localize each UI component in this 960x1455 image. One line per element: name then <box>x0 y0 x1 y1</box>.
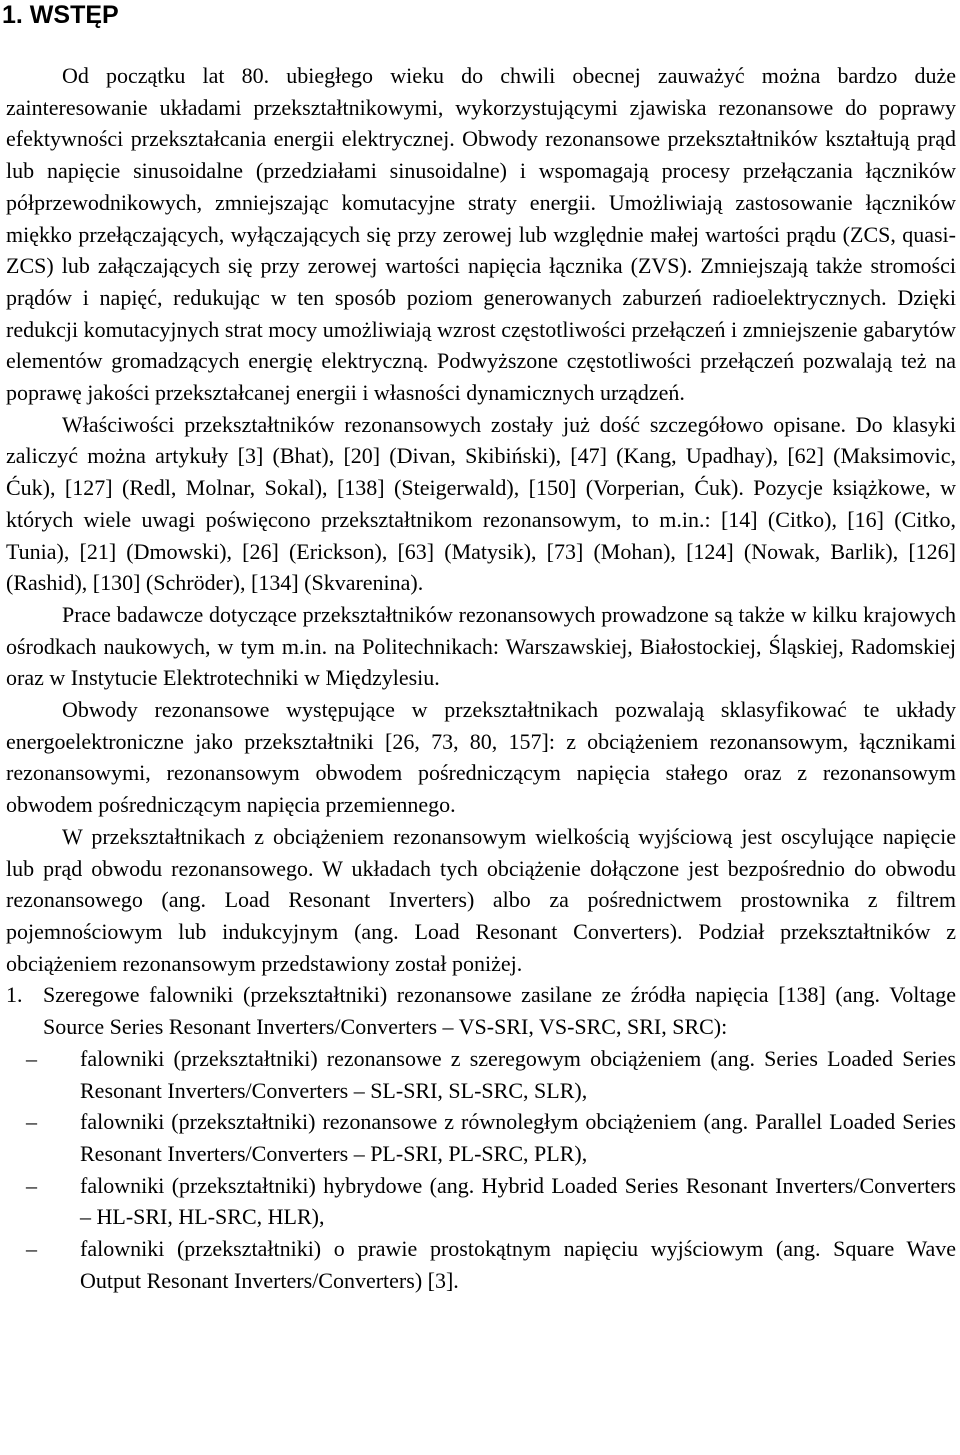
list-item-text: falowniki (przekształtniki) rezonansowe z równoległym obciążeniem (ang. Parallel Loaded Series Resonant Inverters/Converters – PL-SRI, PL-SRC, PLR), <box>80 1109 956 1166</box>
list-item-text: Szeregowe falowniki (przekształtniki) rezonansowe zasilane ze źródła napięcia [138] (ang. Voltage Source Series Resonant Inverters/Converters – VS-SRI, VS-SRC, SRI, SRC): <box>43 982 956 1040</box>
list-dash: – <box>26 1172 37 1198</box>
list-item-numbered <box>6 979 956 1042</box>
paragraph-intro: Od początku lat 80. ubiegłego wieku do chwili obecnej zauważyć można bardzo duże zainteresowanie układami przekształtnikowymi, wykorzystującymi zjawiska rezonansowe do poprawy efektywności przekształcania energii elektrycznej. Obwody rezonansowe przekształtników kształtują prąd lub napięcie sinusoidalne (przedziałami sinusoidalne) i wspomagają procesy przełączania łączników półprzewodnikowych, zmniejszając komutacyjne straty energii. Umożliwiają zastosowanie łączników miękko przełączających, wyłączających się przy zerowej lub względnie małej wartości prądu (ZCS, quasi-ZCS) lub załączających się przy zerowej wartości napięcia łącznika (ZVS). Zmniejszają także stromości prądów i napięć, redukując w ten sposób poziom generowanych zaburzeń radioelektrycznych. Dzięki redukcji komutacyjnych strat mocy umożliwiają wzrost częstotliwości przełączeń i zmniejszenie gabarytów elementów gromadzących energię elektryczną. Podwyższone częstotliwości przełączeń pozwalają też na poprawę jakości przekształcanej energii i własności dynamicznych urządzeń. <box>6 63 956 406</box>
list-item <box>6 1170 956 1233</box>
list-item <box>6 1043 956 1106</box>
paragraph-load-resonant: W przekształtnikach z obciążeniem rezonansowym wielkością wyjściową jest oscylujące napięcie lub prąd obwodu rezonansowego. W układach tych obciążenie dołączone jest bezpośrednio do obwodu rezonansowego (ang. Load Resonant Inverters) albo za pośrednictwem prostownika z filtrem pojemnościowym lub indukcyjnym (ang. Load Resonant Converters). Podział przekształtników z obciążeniem rezonansowym przedstawiony został poniżej. <box>6 823 956 976</box>
list-dash: – <box>26 1236 37 1262</box>
list-number: 1. <box>6 982 23 1008</box>
list-dash: – <box>26 1045 37 1071</box>
list-item-text: falowniki (przekształtniki) rezonansowe z szeregowym obciążeniem (ang. Series Loaded Series Resonant Inverters/Converters – SL-SRI, SL-SRC, SLR), <box>80 1045 956 1103</box>
section-heading: 1. WSTĘP <box>2 1 119 29</box>
list-item-text: falowniki (przekształtniki) o prawie prostokątnym napięciu wyjściowym (ang. Square Wave Output Resonant Inverters/Converters) [3]. <box>80 1236 956 1293</box>
list-item <box>6 1233 956 1296</box>
list-item <box>6 1106 956 1169</box>
body-text <box>6 60 956 1296</box>
paragraph-research-centers: Prace badawcze dotyczące przekształtników rezonansowych prowadzone są także w kilku krajowych ośrodkach naukowych, w tym m.in. na Politechnikach: Warszawskiej, Białostockiej, Śląskiej, Radomskiej oraz w Instytucie Elektrotechniki w Międzylesiu. <box>6 601 956 691</box>
classification-list <box>6 979 956 1296</box>
list-item-text: falowniki (przekształtniki) hybrydowe (ang. Hybrid Loaded Series Resonant Inverters/Converters – HL-SRI, HL-SRC, HLR), <box>80 1172 956 1230</box>
list-dash: – <box>26 1109 37 1135</box>
paragraph-literature: Właściwości przekształtników rezonansowych zostały już dość szczegółowo opisane. Do klasyki zaliczyć można artykuły [3] (Bhat), [20] (Divan, Skibiński), [47] (Kang, Upadhay), [62] (Maksimovic, Ćuk), [127] (Redl, Molnar, Sokal), [138] (Steigerwald), [150] (Vorperian, Ćuk). Pozycje książkowe, w których wiele uwagi poświęcono przekształtnikom rezonansowym, to m.in.: [14] (Citko), [16] (Citko, Tunia), [21] (Dmowski), [26] (Erickson), [63] (Matysik), [73] (Mohan), [124] (Nowak, Barlik), [126] (Rashid), [130] (Schröder), [134] (Skvarenina). <box>6 411 956 596</box>
paragraph-classification: Obwody rezonansowe występujące w przekształtnikach pozwalają sklasyfikować te układy energoelektroniczne jako przekształtniki [26, 73, 80, 157]: z obciążeniem rezonansowym, łącznikami rezonansowymi, rezonansowym obwodem pośredniczącym napięcia stałego oraz z rezonansowym obwodem pośredniczącym napięcia przemiennego. <box>6 697 956 818</box>
